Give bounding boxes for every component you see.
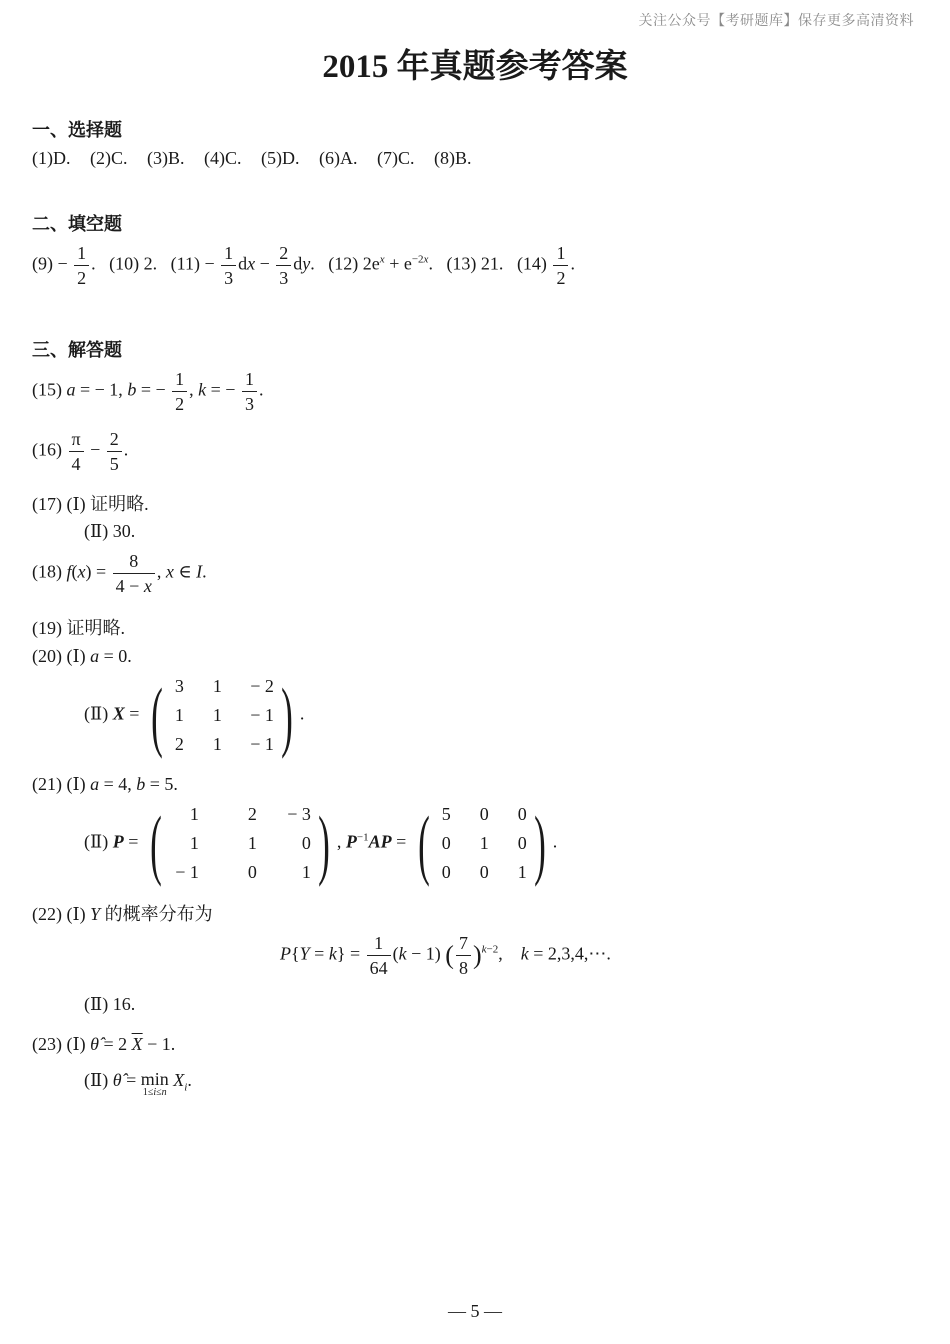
- choice-2: (2)C.: [90, 148, 128, 168]
- choice-1: (1)D.: [32, 148, 71, 168]
- matrix-cell: 2: [174, 734, 184, 754]
- matrix-cell: 0: [441, 862, 451, 882]
- part-label: (Ⅱ): [84, 703, 109, 724]
- choice-5: (5)D.: [261, 148, 300, 168]
- matrix-p: ( 1 2 − 3 1 1 0 − 1 0 1 ): [150, 799, 330, 887]
- choice-answers: [32, 148, 472, 169]
- answer-21-part1: (21) (Ⅰ) a = 4, b = 5.: [32, 774, 178, 794]
- fill-q10: (10) 2.: [109, 253, 158, 274]
- matrix-cell: 0: [441, 833, 451, 853]
- matrix-cell: 0: [517, 804, 527, 824]
- matrix-cell: 1: [174, 705, 184, 725]
- answer-17-part2: (Ⅱ) 30.: [84, 521, 136, 541]
- answer-16: (16) $\frac{\pi}{4}$ − $\frac{2}{5}$ .: [32, 429, 129, 474]
- matrix-diag: ( 5 0 0 0 1 0 0 0 1 ): [417, 799, 546, 887]
- header-note: 关注公众号【考研题库】保存更多高清资料: [638, 13, 914, 29]
- matrix-x: ( 3 1 − 2 1 1 − 1 2 1 − 1 ): [151, 671, 293, 759]
- part-label: (Ⅰ): [66, 774, 86, 794]
- q-label: (20): [32, 646, 62, 666]
- choice-7: (7)C.: [377, 148, 415, 168]
- fraction: $\frac{8}{4 - x}$: [113, 552, 155, 595]
- answer-20-part2: (Ⅱ) X = ( 3 1 − 2 1 1 − 1 2 1 − 1 ) .: [84, 671, 305, 759]
- answer-20-part1: (20) (Ⅰ) a = 0.: [32, 646, 132, 666]
- q-label: (15): [32, 379, 62, 400]
- answer-21-part2: (Ⅱ) P = ( 1 2 − 3 1 1 0 − 1 0 1 ) , $P^{-1}AP$ = ( 5 0 0 0 1 0 0 0 1 ) .: [84, 799, 558, 887]
- fill-q11-label: (11): [170, 253, 200, 274]
- fill-q9-label: (9): [32, 253, 53, 274]
- fill-answers: (9) − $\frac{1}{2}$ . (10) 2. (11) − $\frac{1}{3}$ dx − $\frac{2}{3}$ dy. (12) $2e^x + e^{-2x}$. (13) 21. (14) $\frac{1}{2}$ .: [32, 243, 575, 288]
- answer-22-part2: (Ⅱ) 16.: [84, 994, 136, 1014]
- matrix-cell: 0: [479, 862, 489, 882]
- answer-22-text: 的概率分布为: [104, 904, 213, 924]
- answer-22-formula: P{Y = k} = $\frac{1}{64}$ (k − 1) ( $\frac{7}{8}$ )$^{k-2}$, k = 2,3,4,⋯.: [280, 933, 611, 978]
- matrix-cell: − 2: [250, 676, 274, 696]
- matrix-cell: 1: [189, 833, 199, 853]
- matrix-cell: 1: [247, 833, 257, 853]
- fraction: $\frac{\pi}{4}$: [69, 430, 84, 473]
- choice-6: (6)A.: [319, 148, 358, 168]
- matrix-cell: 0: [301, 833, 311, 853]
- answer-17-label: [32, 490, 149, 516]
- answer-17-part1: (Ⅰ) 证明略.: [66, 494, 149, 514]
- answer-22-part1: (22) (Ⅰ) Y 的概率分布为: [32, 904, 213, 924]
- matrix-cell: 0: [247, 862, 257, 882]
- part-label: (Ⅱ): [84, 1070, 109, 1090]
- matrix-cell: 1: [189, 804, 199, 824]
- section-fill-heading: 二、填空题: [32, 214, 122, 235]
- matrix-cell: 3: [174, 676, 184, 696]
- matrix-cell: 1: [301, 862, 311, 882]
- matrix-cell: 1: [212, 734, 222, 754]
- answer-18: (18) f(x) = $\frac{8}{4 - x}$ , x ∈ I.: [32, 551, 207, 596]
- answer-23-part1: (23) (Ⅰ) θ̂ = 2 $\overline{X} - 1$.: [32, 1034, 176, 1054]
- answer-19: (19) 证明略.: [32, 618, 125, 638]
- answer-23-part2: (Ⅱ) θ̂ = min 1≤i≤n $X_i$.: [84, 1069, 192, 1098]
- matrix-cell: 5: [441, 804, 451, 824]
- fraction: $\frac{1}{3}$: [221, 244, 236, 287]
- q-label: (23): [32, 1034, 62, 1054]
- page-number: — 5 —: [448, 1301, 502, 1321]
- fraction: $\frac{1}{2}$: [74, 244, 89, 287]
- matrix-cell: − 1: [250, 705, 274, 725]
- part-label: (Ⅰ): [66, 1034, 86, 1054]
- q-label: (21): [32, 774, 62, 794]
- fraction: $\frac{2}{3}$: [276, 244, 291, 287]
- fraction: $\frac{1}{2}$: [172, 370, 187, 413]
- matrix-cell: 1: [517, 862, 527, 882]
- matrix-cell: 1: [479, 833, 489, 853]
- matrix-cell: 2: [247, 804, 257, 824]
- choice-3: (3)B.: [147, 148, 185, 168]
- q-label: (16): [32, 439, 62, 460]
- section-choice-heading: 一、选择题: [32, 120, 122, 141]
- fraction: $\frac{1}{3}$: [242, 370, 257, 413]
- part-label: (Ⅰ): [66, 646, 86, 666]
- page-title: 2015 年真题参考答案: [322, 49, 628, 85]
- matrix-cell: − 1: [250, 734, 274, 754]
- q-label: (22): [32, 904, 62, 924]
- section-solve-heading: 三、解答题: [32, 340, 122, 361]
- fill-q14-label: (14): [516, 253, 547, 274]
- matrix-cell: − 3: [287, 804, 311, 824]
- matrix-cell: − 1: [175, 862, 199, 882]
- choice-4: (4)C.: [204, 148, 242, 168]
- matrix-cell: 0: [479, 804, 489, 824]
- part-label: (Ⅱ): [84, 831, 109, 852]
- matrix-cell: 1: [212, 676, 222, 696]
- matrix-cell: 0: [517, 833, 527, 853]
- choice-8: (8)B.: [434, 148, 472, 168]
- matrix-cell: 1: [212, 705, 222, 725]
- part-label: (Ⅰ): [66, 904, 86, 924]
- answer-15: (15) a = − 1, b = − $\frac{1}{2}$ , k = − $\frac{1}{3}$ .: [32, 369, 264, 414]
- fraction: $\frac{1}{64}$: [367, 934, 391, 977]
- q-label: (17): [32, 494, 62, 514]
- fill-q12-label: (12): [328, 253, 359, 274]
- q-label: (18): [32, 561, 62, 582]
- fraction: $\frac{1}{2}$: [553, 244, 568, 287]
- fraction: $\frac{7}{8}$: [456, 934, 471, 977]
- fraction: $\frac{2}{5}$: [107, 430, 122, 473]
- fill-q13: (13) 21.: [446, 253, 504, 274]
